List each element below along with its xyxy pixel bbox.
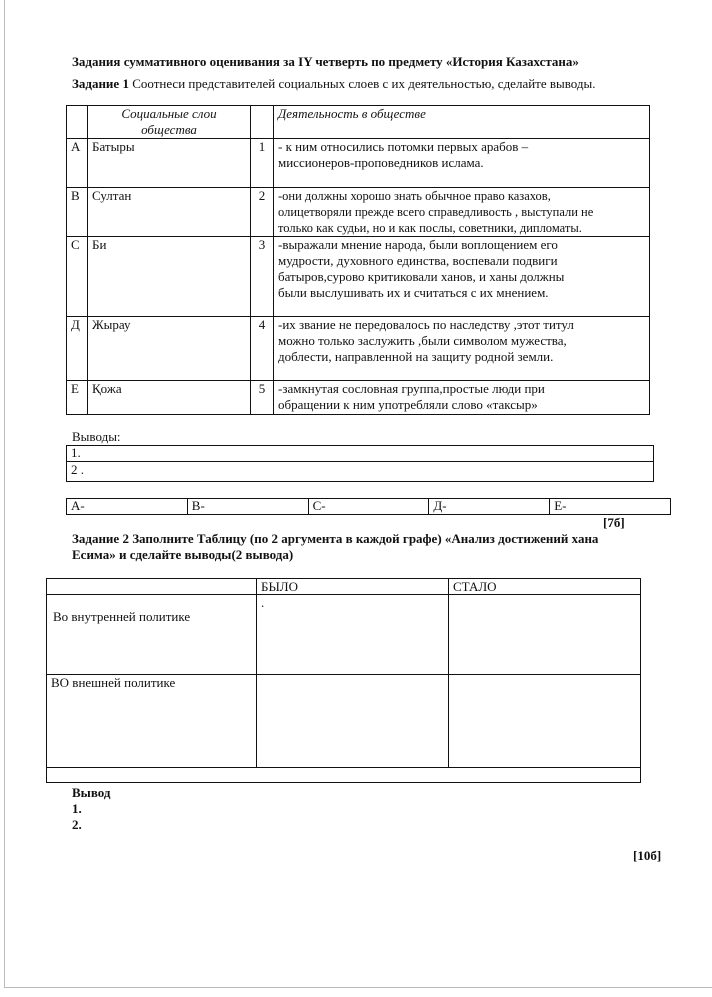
table-footer-row [47,768,641,783]
row-letter: Д [67,317,88,381]
task1-text: Соотнеси представителей социальных слоев с их деятельностью, сделайте выводы. [132,76,596,91]
row-num: 2 [251,188,274,237]
row-num: 4 [251,317,274,381]
answer-field-a[interactable]: А- [67,499,188,515]
conclusion-field-1[interactable]: 1. [67,446,654,462]
footer-empty-cell [47,768,641,783]
answer-field-d[interactable]: Д- [429,499,550,515]
row-layer: Жырау [88,317,251,381]
table-row [67,381,650,415]
row-num: 3 [251,237,274,317]
task1-label: Задание 1 [72,76,129,91]
table-row [67,139,650,188]
row-num: 5 [251,381,274,415]
row-layer: Қожа [88,381,251,415]
answers-table [66,498,671,515]
answer-field-c[interactable]: С- [308,499,429,515]
conclusions-table [66,445,654,482]
khan-esim-table [46,578,641,783]
task1-instruction [72,76,596,92]
row-layer: Би [88,237,251,317]
header-was: БЫЛО [257,579,449,595]
document-title: Задания суммативного оценивания за IY четверть по предмету «История Казахстана» [72,54,579,69]
header-empty [47,579,257,595]
table-header-row [47,579,641,595]
task2-conclusion-1: 1. [72,801,82,816]
table-row [47,675,641,768]
internal-became-field[interactable] [449,595,641,675]
external-became-field[interactable] [449,675,641,768]
conclusions-label: Выводы: [72,429,121,444]
table-row [47,595,641,675]
task2-heading: Задание 2 Заполните Таблицу (по 2 аргумента в каждой графе) «Анализ достижений хана Есима» и сделайте выводы(2 вывода) [72,531,599,562]
table-row [67,237,650,317]
header-layers: Социальные слои общества [88,106,251,139]
table-header-row [67,106,650,139]
header-became: СТАЛО [449,579,641,595]
external-was-field[interactable] [257,675,449,768]
social-layers-table [66,105,650,415]
row-label-internal: Во внутренней политике [47,595,257,675]
row-layer: Султан [88,188,251,237]
answer-field-e[interactable]: Е- [550,499,671,515]
row-activity: -они должны хорошо знать обычное право казахов, олицетворяли прежде всего справедливость , выступали не только как судьи, но и как послы, советники, дипломаты. [274,188,650,237]
row-activity: -выражали мнение народа, были воплощением его мудрости, духовного единства, воспевали подвиги батыров,сурово критиковали ханов, и ханы должны были выслушивать их и считаться с их мнением. [274,237,650,317]
page-border-left [4,0,5,988]
header-empty [251,106,274,139]
row-activity: - к ним относились потомки первых арабов – миссионеров-проповедников ислама. [274,139,650,188]
table-row [67,317,650,381]
row-num: 1 [251,139,274,188]
row-letter: В [67,188,88,237]
internal-was-field[interactable]: . [257,595,449,675]
header-empty [67,106,88,139]
row-layer: Батыры [88,139,251,188]
row-activity: -замкнутая сословная группа,простые люди при обращении к ним употребляли слово «таксыр» [274,381,650,415]
row-activity: -их звание не передовалось по наследству ,этот титул можно только заслужить ,были символом мужества, доблести, направленной на защиту родной земли. [274,317,650,381]
answer-field-b[interactable]: В- [187,499,308,515]
row-letter: Е [67,381,88,415]
task1-score: [7б] [603,515,625,530]
conclusion-field-2[interactable]: 2 . [67,462,654,482]
task2-score: [10б] [633,848,662,863]
task2-conclusion-2: 2. [72,817,82,832]
page-border-bottom [4,987,712,988]
row-letter: А [67,139,88,188]
header-activity: Деятельность в обществе [274,106,650,139]
task2-conclusion-label: Вывод [72,785,111,800]
row-letter: С [67,237,88,317]
row-label-external: ВО внешней политике [47,675,257,768]
table-row [67,188,650,237]
